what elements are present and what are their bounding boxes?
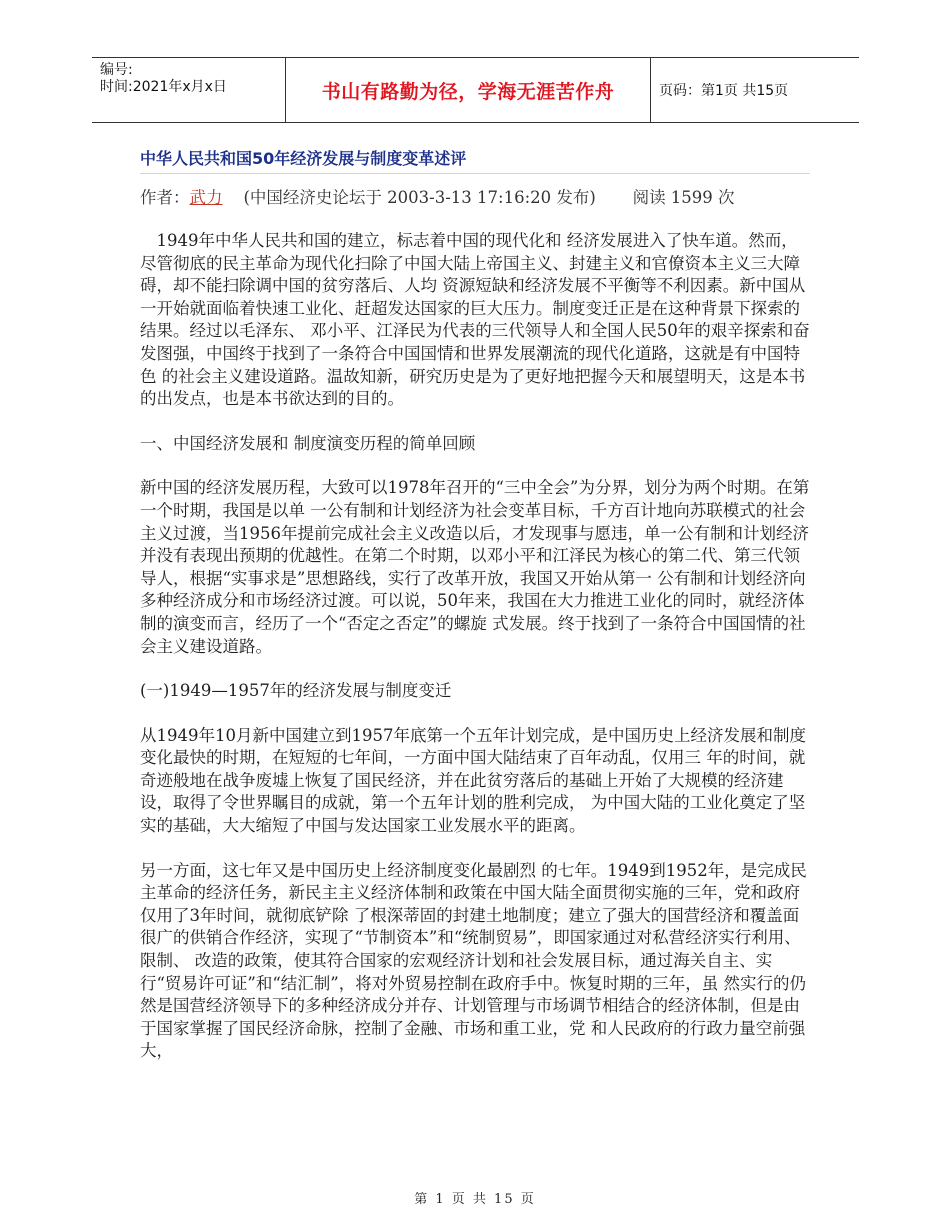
author-link[interactable]: 武力 bbox=[189, 188, 223, 207]
body-paragraph: 新中国的经济发展历程，大致可以1978年召开的“三中全会”为分界，划分为两个时期。在第一个时期，我国是以单 一公有制和计划经济为社会变革目标，千方百计地向苏联模式的社会主义过渡，当1956年提前完成社会主义改造以后，才发现事与愿违，单一公有制和计划经济 并没有表现出预期的优越性。在第二个时期，以邓小平和江泽民为核心的第二代、第三代领导人，根据“实事求是”思想路线，实行了改革开放，我国又开始从第一 公有制和计划经济向多种经济成分和市场经济过渡。可以说，50年来，我国在大力推进工业化的同时，就经济体制的演变而言，经历了一个“否定之否定”的螺旋 式发展。终于找到了一条符合中国国情的社会主义建设道路。 bbox=[140, 478, 810, 656]
article-title: 中华人民共和国50年经济发展与制度变革述评 bbox=[140, 146, 810, 174]
header-time-label: 时间:2021年x月x日 bbox=[100, 79, 227, 95]
intro-paragraph: 1949年中华人民共和国的建立，标志着中国的现代化和 经济发展进入了快车道。然而，尽管彻底的民主革命为现代化扫除了中国大陆上帝国主义、封建主义和官僚资本主义三大障碍，却不能扫除调中国的贫穷落后、人均 资源短缺和经济发展不平衡等不利因素。新中国从一开始就面临着快速工业化、赶超发达国家的巨大压力。制度变迁正是在这种背景下探索的结果。经过以毛泽东、 邓小平、江泽民为代表的三代领导人和全国人民50年的艰辛探索和奋发图强，中国终于找到了一条符合中国国情和世界发展潮流的现代化道路，这就是有中国特色 的社会主义建设道路。温故知新，研究历史是为了更好地把握今天和展望明天，这是本书的出发点，也是本书欲达到的目的。 bbox=[140, 231, 810, 409]
subsection-heading: (一)1949—1957年的经济发展与制度变迁 bbox=[140, 681, 452, 701]
page-footer: 第 1 页 共 15 页 bbox=[414, 1192, 536, 1207]
article-source: (中国经济史论坛于 2003-3-13 17:16:20 发布) bbox=[243, 188, 596, 207]
read-count: 阅读 1599 次 bbox=[632, 188, 735, 207]
section-heading: 一、中国经济发展和 制度演变历程的简单回顾 bbox=[140, 433, 476, 453]
body-paragraph: 另一方面，这七年又是中国历史上经济制度变化最剧烈 的七年。1949到1952年，是完成民主革命的经济任务，新民主主义经济体制和政策在中国大陆全面贯彻实施的三年，党和政府仅用了3年时间，就彻底铲除 了根深蒂固的封建土地制度；建立了强大的国营经济和覆盖面很广的供销合作经济，实现了“节制资本”和“统制贸易”，即国家通过对私营经济实行利用、限制、 改造的政策，使其符合国家的宏观经济计划和社会发展目标，通过海关自主、实行“贸易许可证”和“结汇制”，将对外贸易控制在政府手中。恢复时期的三年，虽 然实行的仍然是国营经济领导下的多种经济成分并存、计划管理与市场调节相结合的经济体制，但是由于国家掌握了国民经济命脉，控制了金融、市场和重工业，党 和人民政府的行政力量空前强大， bbox=[140, 860, 807, 1061]
header-page-info: 页码：第1页 共15页 bbox=[659, 83, 789, 99]
page-header bbox=[92, 57, 859, 123]
header-number-label: 编号: bbox=[100, 62, 133, 78]
header-meta-cell bbox=[92, 58, 286, 122]
article-meta bbox=[140, 184, 735, 208]
body-paragraph: 从1949年10月新中国建立到1957年底第一个五年计划完成，是中国历史上经济发展和制度变化最快的时期，在短短的七年间，一方面中国大陆结束了百年动乱，仅用三 年的时间，就奇迹般地在战争废墟上恢复了国民经济，并在此贫穷落后的基础上开始了大规模的经济建设，取得了令世界瞩目的成就，第一个五年计划的胜利完成， 为中国大陆的工业化奠定了坚实的基础，大大缩短了中国与发达国家工业发展水平的距离。 bbox=[140, 725, 806, 836]
article-body bbox=[140, 230, 812, 1085]
header-motto: 书山有路勤为径，学海无涯苦作舟 bbox=[286, 58, 651, 122]
author-label: 作者： bbox=[140, 188, 190, 207]
